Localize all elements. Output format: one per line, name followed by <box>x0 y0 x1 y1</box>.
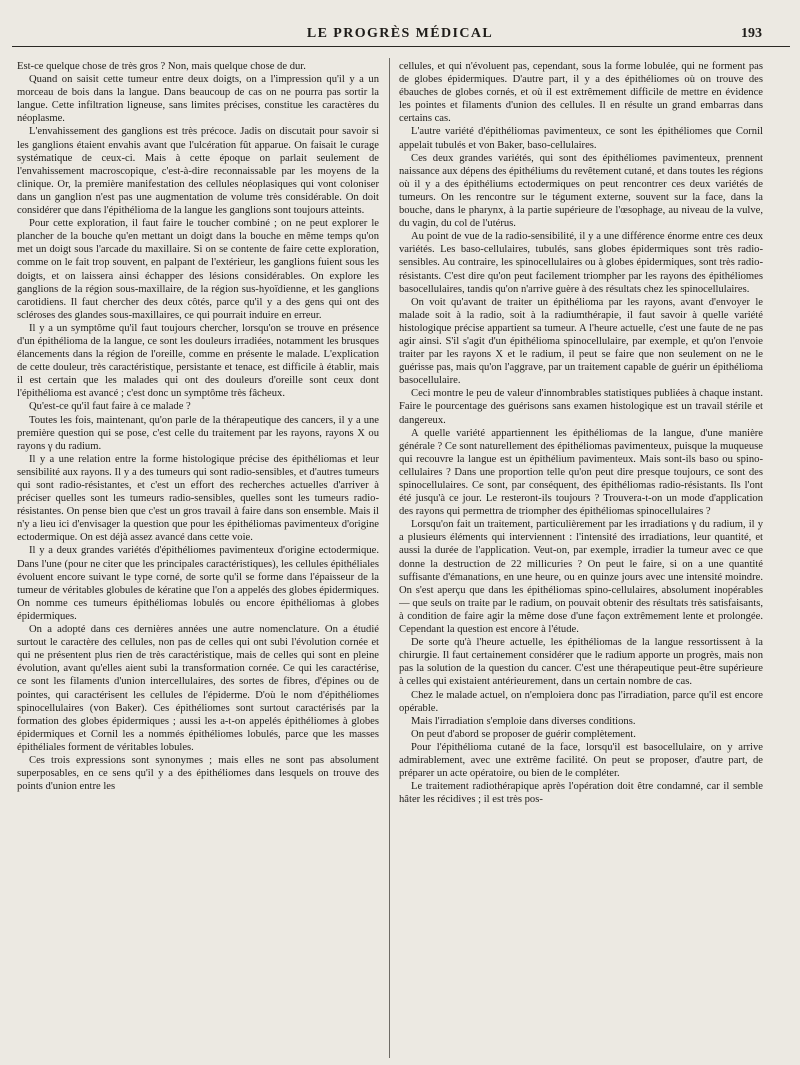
page-number: 193 <box>741 26 762 41</box>
paragraph: Il y a une relation entre la forme histologique précise des épithéliomas et leur sensibilité aux rayons. Il y a des tumeurs qui sont radio-sensibles, et d'autres tumeurs qui sont radio-résistantes, et c'est un effort des recherches actuelles d'arriver à préciser quelles sont les tumeurs radio-sensibles, quelles sont les tumeurs radio-résistantes. On pense bien que c'est un gros travail à faire dans son ensemble. Mais il n'y a lieu ici d'envisager la question que pour les épithéliomas pavimenteux d'origine ectodermique. On est déjà assez avancé dans cette voie. <box>17 453 379 544</box>
column-divider <box>389 58 390 1058</box>
paragraph: Ceci montre le peu de valeur d'innombrables statistiques publiées à chaque instant. Faire le pourcentage des guérisons sans examen histologique est un travail stérile et dangereux. <box>399 388 763 426</box>
paragraph: L'autre variété d'épithéliomas pavimenteux, ce sont les épithéliomes que Cornil appelait tubulés et von Baker, baso-cellulaires. <box>399 126 763 151</box>
paragraph: On voit qu'avant de traiter un épithélioma par les rayons, avant d'envoyer le malade soit à la radio, soit à la radiumthérapie, il faut savoir à quelle variété histologique précise appartient sa tumeur. A l'heure actuelle, c'est une faute de ne pas agir ainsi. S'il s'agit d'un épithélioma spinocellulaire, par exemple, et qu'on l'envoie traiter par les rayons X et le radium, il peut se faire que non seulement on ne le guérisse pas, mais qu'on l'aggrave, par un traitement capable de guérir un épithélioma basocellulaire. <box>399 296 763 387</box>
paragraph: On a adopté dans ces dernières années une autre nomenclature. On a étudié surtout le caractère des cellules, non pas de celles qui ont subi l'évolution cornée et qui ne présentent plus rien de très caractéristique, mais de celles qui sont en pleine évolution, avant qu'elles aient subi la transformation cornée. Ce qui les caractérise, ce sont les filaments d'union intercellulaires, des sortes de fibres, d'épines ou de pointes, qui caractérisent les cellules de l'épiderme. D'où le nom d'épithéliomes spinocellulaires (von Baker). Ces épithéliomes sont surtout caractérisés par la formation des globes épidermiques ; aussi les a-t-on appelés épithéliomes à globes épidermiques et Cornil les a nommés épithéliomes lobulés, parce que les masses épithéliales forment de véritables lobules. <box>17 624 379 753</box>
paragraph: Qu'est-ce qu'il faut faire à ce malade ? <box>29 401 191 413</box>
paragraph: Mais l'irradiation s'emploie dans diverses conditions. <box>411 715 636 727</box>
paragraph: Quand on saisit cette tumeur entre deux doigts, on a l'impression qu'il y a un morceau de bois dans la langue. Dans beaucoup de cas on ne pourra pas sortir la langue. Cette infiltration ligneuse, sans limites précises, constitue les caractères du néoplasme. <box>17 74 379 125</box>
header-rule <box>12 46 790 47</box>
paragraph: Toutes les fois, maintenant, qu'on parle de la thérapeutique des cancers, il y a une première question qui se pose, c'est celle du traitement par les rayons, rayons X ou rayons γ du radium. <box>17 414 379 452</box>
paragraph: Il y a un symptôme qu'il faut toujours chercher, lorsqu'on se trouve en présence d'un épithélioma de la langue, ce sont les douleurs irradiées, notamment les brusques élancements dans la région de l'oreille, comme en présente le malade. L'explication de cette douleur, très caractéristique, persistante et tenace, est difficile à établir, mais il est certain que les malades qui ont des douleurs d'oreille sont ceux dont l'épithélioma est avancé ; c'est donc un symptôme très fâcheux. <box>17 322 379 400</box>
paragraph: Pour l'épithélioma cutané de la face, lorsqu'il est basocellulaire, on y arrive admirablement, avec une extrême facilité. On peut se proposer, d'autre part, de préparer un acte opératoire, ou bien de le compléter. <box>399 741 763 780</box>
right-column <box>399 60 763 1060</box>
paragraph: Ces deux grandes variétés, qui sont des épithéliomes pavimenteux, prennent naissance aux dépens des épithéliums du revêtement cutané, et dans toutes les régions où il y a des épithéliums ectodermiques on peut rencontrer ces deux variétés de tumeurs. On les rencontre sur le tégument externe, souvent sur la face, dans la bouche, dans le pharynx, à la partie supérieure de l'œsophage, au niveau de la vulve, du vagin, du col de l'utérus. <box>399 152 763 230</box>
left-column <box>17 60 379 1060</box>
paragraph: Pour cette exploration, il faut faire le toucher combiné ; on ne peut explorer le plancher de la bouche qu'en mettant un doigt dans la bouche en même temps qu'on met un doigt sous l'arcade du maxillaire. Si on se contente de faire cette exploration, comme on le fait trop souvent, en palpant de l'extérieur, les ganglions fuient sous les doigts, et on laissera ainsi échapper des lésions considérables. On explore les ganglions de la région sous-maxillaire, de la région sus-hyoïdienne, et les ganglions carotidiens. Il faut chercher des deux côtés, parce qu'il y a des gens qui ont des scléroses des glandes sous-maxillaires, ce qui pourrait induire en erreur. <box>17 218 379 321</box>
page-header-title: LE PROGRÈS MÉDICAL <box>306 26 494 41</box>
paragraph: Il y a deux grandes variétés d'épithéliomes pavimenteux d'origine ectodermique. Dans l'une (pour ne citer que les principales caractéristiques), les cellules épithéliales évoluent encore suivant le type corné, de sorte qu'il se forme dans l'épaisseur de la tumeur de véritables globules de kératine que l'on a appelés des globes épidermiques. On nomme ces tumeurs épithéliomas lobulés ou encore épithéliomas à globes épidermiques. <box>17 545 379 622</box>
paragraph: De sorte qu'à l'heure actuelle, les épithéliomas de la langue ressortissent à la chirurgie. Il faut certainement considérer que le radium apporte un progrès, mais non pas la solution de la question du cancer. C'est une thérapeutique peut-être supérieure à celles qui existaient antérieurement, dans un certain nombre de cas. <box>399 637 763 688</box>
paragraph: Le traitement radiothérapique après l'opération doit être condamné, car il semble hâter les récidives ; il est très pos- <box>399 781 763 806</box>
paragraph: Ces trois expressions sont synonymes ; mais elles ne sont pas absolument superposables, en ce sens qu'il y a des épithéliomes dans lesquels on trouve des points d'union entre les <box>17 754 379 793</box>
paragraph: L'envahissement des ganglions est très précoce. Jadis on discutait pour savoir si les ganglions étaient envahis avant que l'ulcération fût apparue. On faisait le curage systématique de ceux-ci. Mais à cette époque on parlait seulement de l'envahissement macroscopique, c'est-à-dire reconnaissable par les moyens de la clinique. Or, la première manifestation des cellules néoplasiques qui vont coloniser dans un ganglion n'est pas une augmentation de volume très considérable. On doit considérer que dans l'épithélioma de la langue les ganglions sont toujours atteints. <box>17 126 379 217</box>
paragraph: Lorsqu'on fait un traitement, particulièrement par les irradiations γ du radium, il y a plusieurs éléments qui interviennent : l'intensité des irradiations, leur quantité, et aussi la durée de l'application. Veut-on, par exemple, irradier la tumeur avec ce que donne la destruction de 22 millicuries ? On peut le faire, si on a une quantité suffisante d'émanations, en une heure, ou en quinze jours avec une intensité moindre. On s'est aperçu que dans les épithéliomas spino-cellulaires, absolument inopérables — que seuls on traite par le radium, on pouvait obtenir des résultats très satisfaisants, à condition de faire agir la même dose d'une façon extrêmement lente et prolongée. Cependant la question est encore à l'étude. <box>399 519 763 636</box>
paragraph: On peut d'abord se proposer de guérir complètement. <box>411 728 636 740</box>
paragraph: Au point de vue de la radio-sensibilité, il y a une différence énorme entre ces deux variétés. Les baso-cellulaires, tubulés, sans globes épidermiques sont très radio-sensibles. Au contraire, les spinocellulaires ou à globes épidermiques, sont très radio-résistants. C'est dire qu'on peut facilement triompher par les rayons des épithéliomes basocellulaires, tandis qu'on n'arrive guère à des résultats chez les spinocellulaires. <box>399 231 763 295</box>
paragraph: cellules, et qui n'évoluent pas, cependant, sous la forme lobulée, qui ne forment pas de globes épidermiques. D'autre part, il y a des épithéliomes où on trouve des ébauches de globes cornés, et où il est extrêmement difficile de mettre en évidence les pointes et filaments d'union des cellules. Il en résulte un grand embarras dans certains cas. <box>399 61 763 125</box>
paragraph: A quelle variété appartiennent les épithéliomas de la langue, d'une manière générale ? Ce sont naturellement des épithéliomas pavimenteux, puisque la muqueuse qui recouvre la langue est un épithélium pavimenteux. Mais sont-ils baso ou spino-cellulaires ? Dans une proportion telle qu'on peut dire presque toujours, ce sont des spinocellulaires. Ce sont, par conséquent, des épithéliomas radio-résistants. Ils l'ont été jusqu'à ce jour. Le resteront-ils toujours ? Trouvera-t-on un mode d'application des rayons qui permettra de triompher des épithéliomas spinocellulaires ? <box>399 427 763 518</box>
paragraph: Est-ce quelque chose de très gros ? Non, mais quelque chose de dur. <box>17 61 306 72</box>
paragraph: Chez le malade actuel, on n'emploiera donc pas l'irradiation, parce qu'il est encore opérable. <box>399 689 763 714</box>
